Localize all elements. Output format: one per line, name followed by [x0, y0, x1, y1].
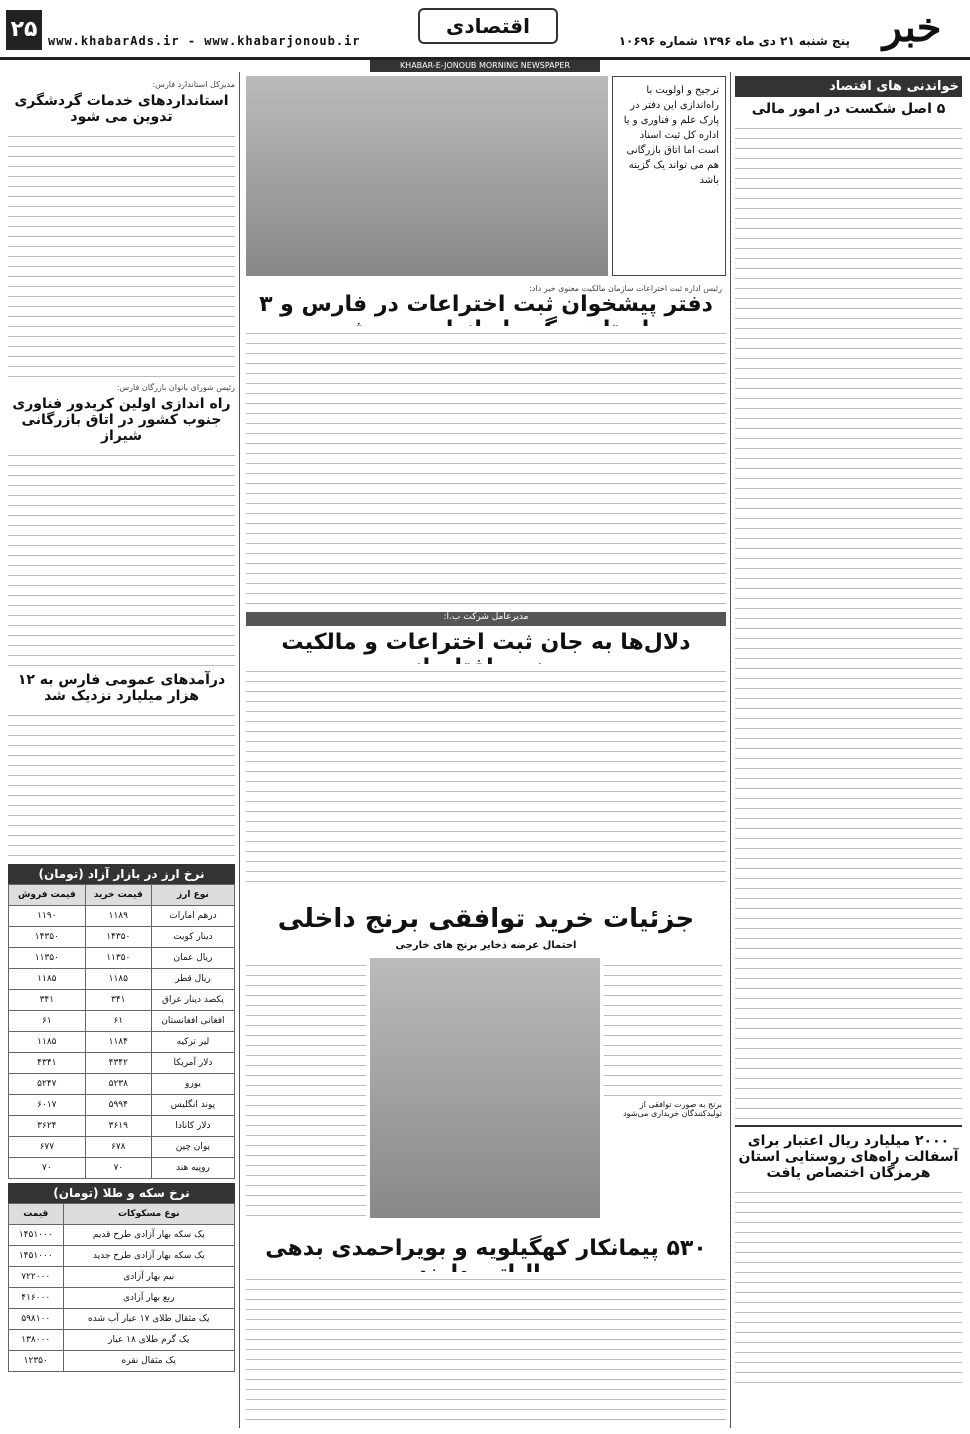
table-cell: ۷۰ [9, 1158, 86, 1179]
table-row [9, 990, 235, 1011]
left-column [4, 72, 240, 1428]
table-row [9, 1351, 235, 1372]
pull-quote: ترجیح و اولویت با راه‌اندازی این دفتر در پارک علم و فناوری و یا اداره کل ثبت اسناد است اما اتاق بازرگانی هم می تواند یک گزینه باشد [612, 76, 726, 276]
headline: دلال‌ها به جان ثبت اختراعات و مالکیت [281, 630, 691, 655]
article-body [246, 326, 726, 606]
table-cell: ۳۶۲۴ [9, 1116, 86, 1137]
section-title: اقتصادی [418, 8, 558, 44]
table-cell: ۵۲۴۷ [9, 1074, 86, 1095]
table-cell: ۳۴۱ [9, 990, 86, 1011]
photo-caption: برنج به صورت توافقی از تولیدکنندگان خریداری می‌شود [623, 1100, 722, 1118]
table-cell: دلار کانادا [151, 1116, 234, 1137]
table-cell: ریال عمان [151, 948, 234, 969]
table-header-cell: قیمت فروش [9, 885, 86, 906]
table-row [9, 1309, 235, 1330]
text-block [8, 708, 235, 858]
table-cell: یک مثقال طلای ۱۷ عیار آب شده [63, 1309, 234, 1330]
headline: ۵۳۰ پیمانکار کهگیلویه و بویراحمدی بدهی [265, 1236, 707, 1261]
table-cell: ۶۰۱۷ [9, 1095, 86, 1116]
table-cell: ۴۱۶۰۰۰ [9, 1288, 64, 1309]
page-header [0, 0, 970, 60]
article-body [8, 448, 235, 668]
table-row [9, 1246, 235, 1267]
table-cell: ۶۷۸ [85, 1137, 151, 1158]
table-row [9, 1330, 235, 1351]
headline-kicker: مدیرعامل شرکت ب.آ: [246, 612, 726, 626]
article-body [246, 664, 726, 888]
fx-table [8, 884, 235, 1179]
table-cell: یکصد دینار عراق [151, 990, 234, 1011]
table-cell: افغانی افغانستان [151, 1011, 234, 1032]
article-title: درآمدهای عمومی فارس به ۱۲ هزار میلیارد نزدیک شد [17, 672, 226, 704]
table-cell: ۱۳۸۰۰۰ [9, 1330, 64, 1351]
headline: جزئیات خرید توافقی برنج داخلی [277, 904, 695, 934]
article-body [246, 958, 366, 1218]
masthead: KHABAR-E-JONOUB MORNING NEWSPAPER [370, 60, 600, 72]
table-cell: ۵۹۹۴ [85, 1095, 151, 1116]
table-cell: دینار کویت [151, 927, 234, 948]
table-row [9, 1074, 235, 1095]
table-cell: ۱۱۸۵ [85, 969, 151, 990]
text-block [735, 121, 962, 1121]
table-cell: ۷۲۲۰۰۰ [9, 1267, 64, 1288]
table-cell: ریال قطر [151, 969, 234, 990]
table-cell: ۱۱۸۵ [9, 969, 86, 990]
article-body [246, 1272, 726, 1422]
table-cell: ۱۱۸۹ [85, 906, 151, 927]
article-title: ۵ اصل شکست در امور مالی [751, 101, 946, 117]
table-cell: ربع بهار آزادی [63, 1288, 234, 1309]
table-cell: ۱۲۳۵۰ [9, 1351, 64, 1372]
table-cell: ۱۱۳۵۰ [9, 948, 86, 969]
table-cell: یوان چین [151, 1137, 234, 1158]
rice-photo [370, 958, 600, 1218]
table-cell: روپیه هند [151, 1158, 234, 1179]
table-cell: ۶۷۷ [9, 1137, 86, 1158]
website-url[interactable]: www.khabarAds.ir - www.khabarjonoub.ir [48, 34, 361, 48]
fx-table-title: نرخ ارز در بازار آزاد (تومان) [8, 864, 235, 884]
column-label: خواندنی های اقتصاد [735, 76, 962, 97]
table-cell: یک گرم طلای ۱۸ عیار [63, 1330, 234, 1351]
text-block [246, 326, 726, 606]
page-number: ۲۵ [6, 10, 42, 50]
table-row [9, 1158, 235, 1179]
text-block [8, 448, 235, 668]
table-cell: ۴۳۴۱ [9, 1053, 86, 1074]
article-title: استانداردهای خدمات گردشگری تدوین می شود [14, 93, 229, 125]
table-cell: لیر ترکیه [151, 1032, 234, 1053]
text-block [246, 1272, 726, 1422]
headline-kicker: مدیرکل استاندارد فارس: [152, 80, 235, 89]
table-row [9, 1267, 235, 1288]
table-cell: درهم امارات [151, 906, 234, 927]
table-header-cell: قیمت [9, 1204, 64, 1225]
table-cell: ۳۴۱ [85, 990, 151, 1011]
table-cell: پوند انگلیس [151, 1095, 234, 1116]
table-cell: ۶۱ [9, 1011, 86, 1032]
table-cell: یورو [151, 1074, 234, 1095]
article-body [735, 121, 962, 1121]
gold-table-title: نرخ سکه و طلا (تومان) [8, 1183, 235, 1203]
table-cell: ۳۶۱۹ [85, 1116, 151, 1137]
article-title: ۲۰۰۰ میلیارد ریال اعتبار برای آسفالت راه‌های روستایی استان هرمزگان اختصاص یافت [735, 1125, 962, 1181]
table-cell: ۱۱۸۴ [85, 1032, 151, 1053]
dateline: پنج شنبه ۲۱ دی ماه ۱۳۹۶ شماره ۱۰۶۹۶ [618, 34, 850, 48]
table-cell: ۱۴۳۵۰ [85, 927, 151, 948]
table-row [9, 1288, 235, 1309]
table-header-cell: قیمت خرید [85, 885, 151, 906]
table-row [9, 969, 235, 990]
gold-table [8, 1203, 235, 1372]
table-header-row [9, 885, 235, 906]
headline-kicker: رئیس شورای بانوان بازرگان فارس: [116, 383, 235, 392]
headline: دفتر پیشخوان ثبت اختراعات در فارس و ۳ [259, 292, 713, 317]
text-block [735, 1185, 962, 1385]
table-row [9, 1116, 235, 1137]
article-body [8, 129, 235, 379]
table-cell: ۵۹۸۱۰۰ [9, 1309, 64, 1330]
table-cell: ۱۱۹۰ [9, 906, 86, 927]
article-body [604, 958, 722, 1096]
table-row [9, 1053, 235, 1074]
table-cell: یک سکه بهار آزادی طرح جدید [63, 1246, 234, 1267]
table-cell: ۱۴۵۱۰۰۰ [9, 1246, 64, 1267]
text-block [8, 129, 235, 379]
table-header-row [9, 1204, 235, 1225]
table-cell: ۴۳۴۲ [85, 1053, 151, 1074]
right-column [730, 72, 966, 1428]
table-row [9, 927, 235, 948]
table-row [9, 948, 235, 969]
table-cell: ۱۱۳۵۰ [85, 948, 151, 969]
article-body [735, 1185, 962, 1385]
table-cell: دلار آمریکا [151, 1053, 234, 1074]
table-row [9, 1225, 235, 1246]
subheadline: احتمال عرضه ذخایر برنج های خارجی [395, 940, 577, 951]
table-cell: ۶۱ [85, 1011, 151, 1032]
table-cell: نیم بهار آزادی [63, 1267, 234, 1288]
headline-kicker: رئیس اداره ثبت اختراعات سازمان مالکیت معنوی خبر داد: [529, 284, 722, 293]
table-cell: ۵۲۳۸ [85, 1074, 151, 1095]
meeting-photo [246, 76, 608, 276]
table-row [9, 1095, 235, 1116]
table-cell: ۷۰ [85, 1158, 151, 1179]
text-block [246, 664, 726, 888]
table-row [9, 906, 235, 927]
table-cell: ۱۴۳۵۰ [9, 927, 86, 948]
table-header-cell: نوع ارز [151, 885, 234, 906]
table-row [9, 1032, 235, 1053]
article-title: راه اندازی اولین کریدور فناوری جنوب کشور در اتاق بازرگانی شیراز [12, 396, 231, 444]
table-row [9, 1137, 235, 1158]
table-cell: یک سکه بهار آزادی طرح قدیم [63, 1225, 234, 1246]
table-row [9, 1011, 235, 1032]
table-header-cell: نوع مسکوکات [63, 1204, 234, 1225]
newspaper-logo: خبر [882, 4, 942, 51]
text-block [604, 958, 722, 1096]
article-body [8, 708, 235, 858]
table-cell: ۱۴۵۱۰۰۰ [9, 1225, 64, 1246]
table-cell: یک مثقال نقره [63, 1351, 234, 1372]
text-block [246, 958, 366, 1218]
table-cell: ۱۱۸۵ [9, 1032, 86, 1053]
